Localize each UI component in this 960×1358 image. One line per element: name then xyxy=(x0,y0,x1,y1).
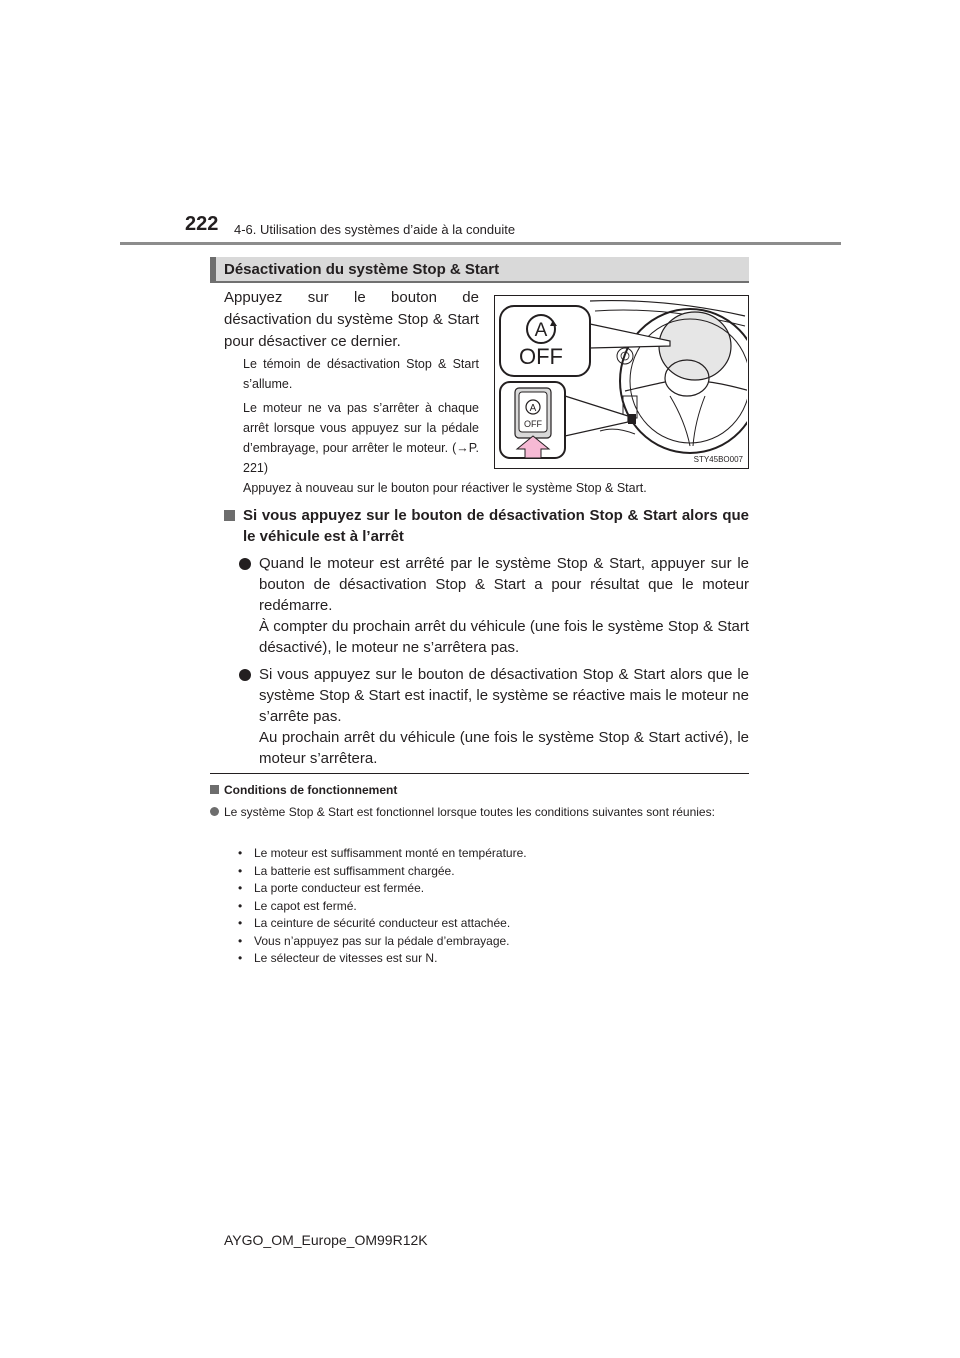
section-divider xyxy=(210,773,749,774)
header-divider xyxy=(120,242,841,245)
list-item: • Le sélecteur de vitesses est sur N. xyxy=(238,950,527,968)
operating-intro xyxy=(210,803,749,821)
page-number: 222 xyxy=(185,213,219,235)
list-item: • Vous n’appuyez pas sur la pédale d’embrayage. xyxy=(238,933,527,951)
intro-paragraph: Appuyez sur le bouton de désactivation du système Stop & Start pour désactiver ce dernier. xyxy=(224,289,479,350)
dashboard-illustration xyxy=(495,296,747,467)
chapter-title: 4-6. Utilisation des systèmes d’aide à la conduite xyxy=(234,222,516,237)
round-bullet-icon xyxy=(210,807,219,816)
callout-off-small: OFF xyxy=(524,419,542,429)
condition-block xyxy=(224,505,749,769)
section-accent xyxy=(210,257,216,281)
stop-start-figure xyxy=(494,295,749,469)
square-bullet-icon xyxy=(224,510,235,521)
footer-code: AYGO_OM_Europe_OM99R12K xyxy=(224,1232,428,1248)
note-indicator-light: Le témoin de désactivation Stop & Start s’allume. xyxy=(243,357,479,391)
figure-code: STY45BO007 xyxy=(693,455,743,464)
section-title: Désactivation du système Stop & Start xyxy=(224,261,500,278)
condition-heading xyxy=(224,505,749,547)
section-heading-bar xyxy=(210,257,749,283)
list-item: • La porte conducteur est fermée. xyxy=(238,880,527,898)
round-bullet-icon xyxy=(239,669,251,681)
bullet-2-followup: Au prochain arrêt du véhicule (une fois le système Stop & Start activé), le moteur s’arrêtera. xyxy=(259,729,749,767)
operating-heading xyxy=(210,783,397,797)
condition-bullet-2 xyxy=(224,664,749,769)
bullet-1-text: Quand le moteur est arrêté par le système Stop & Start, appuyer sur le bouton de désactivation Stop & Start a pour résultat que le moteur redémarre. xyxy=(259,555,749,614)
square-bullet-icon xyxy=(210,785,219,794)
operating-intro-text: Le système Stop & Start est fonctionnel lorsque toutes les conditions suivantes sont réunies: xyxy=(224,805,715,819)
callout-off-large: OFF xyxy=(519,344,563,369)
note-reactivate: Appuyez à nouveau sur le bouton pour réactiver le système Stop & Start. xyxy=(243,481,647,495)
operating-heading-text: Conditions de fonctionnement xyxy=(224,783,398,797)
list-item: • Le moteur est suffisamment monté en température. xyxy=(238,845,527,863)
bullet-2-text: Si vous appuyez sur le bouton de désactivation Stop & Start alors que le système Stop & Start est inactif, le système se réactive mais le moteur ne s’arrête pas. xyxy=(259,666,749,725)
list-item: • La ceinture de sécurité conducteur est attachée. xyxy=(238,915,527,933)
callout-letter-large: A xyxy=(534,320,548,341)
list-item: • Le capot est fermé. xyxy=(238,898,527,916)
list-item: • La batterie est suffisamment chargée. xyxy=(238,863,527,881)
note-engine-stop: Le moteur ne va pas s’arrêter à chaque arrêt lorsque vous appuyez sur la pédale d’embrayage, pour arrêter le moteur. (→P. 221) xyxy=(243,401,479,475)
condition-bullet-1 xyxy=(224,553,749,658)
condition-heading-text: Si vous appuyez sur le bouton de désactivation Stop & Start alors que le véhicule est à l’arrêt xyxy=(243,507,749,545)
bullet-1-followup: À compter du prochain arrêt du véhicule (une fois le système Stop & Start désactivé), le moteur ne s’arrêtera pas. xyxy=(259,618,749,656)
round-bullet-icon xyxy=(239,558,251,570)
callout-letter-small: A xyxy=(529,403,537,414)
conditions-list xyxy=(238,845,527,968)
